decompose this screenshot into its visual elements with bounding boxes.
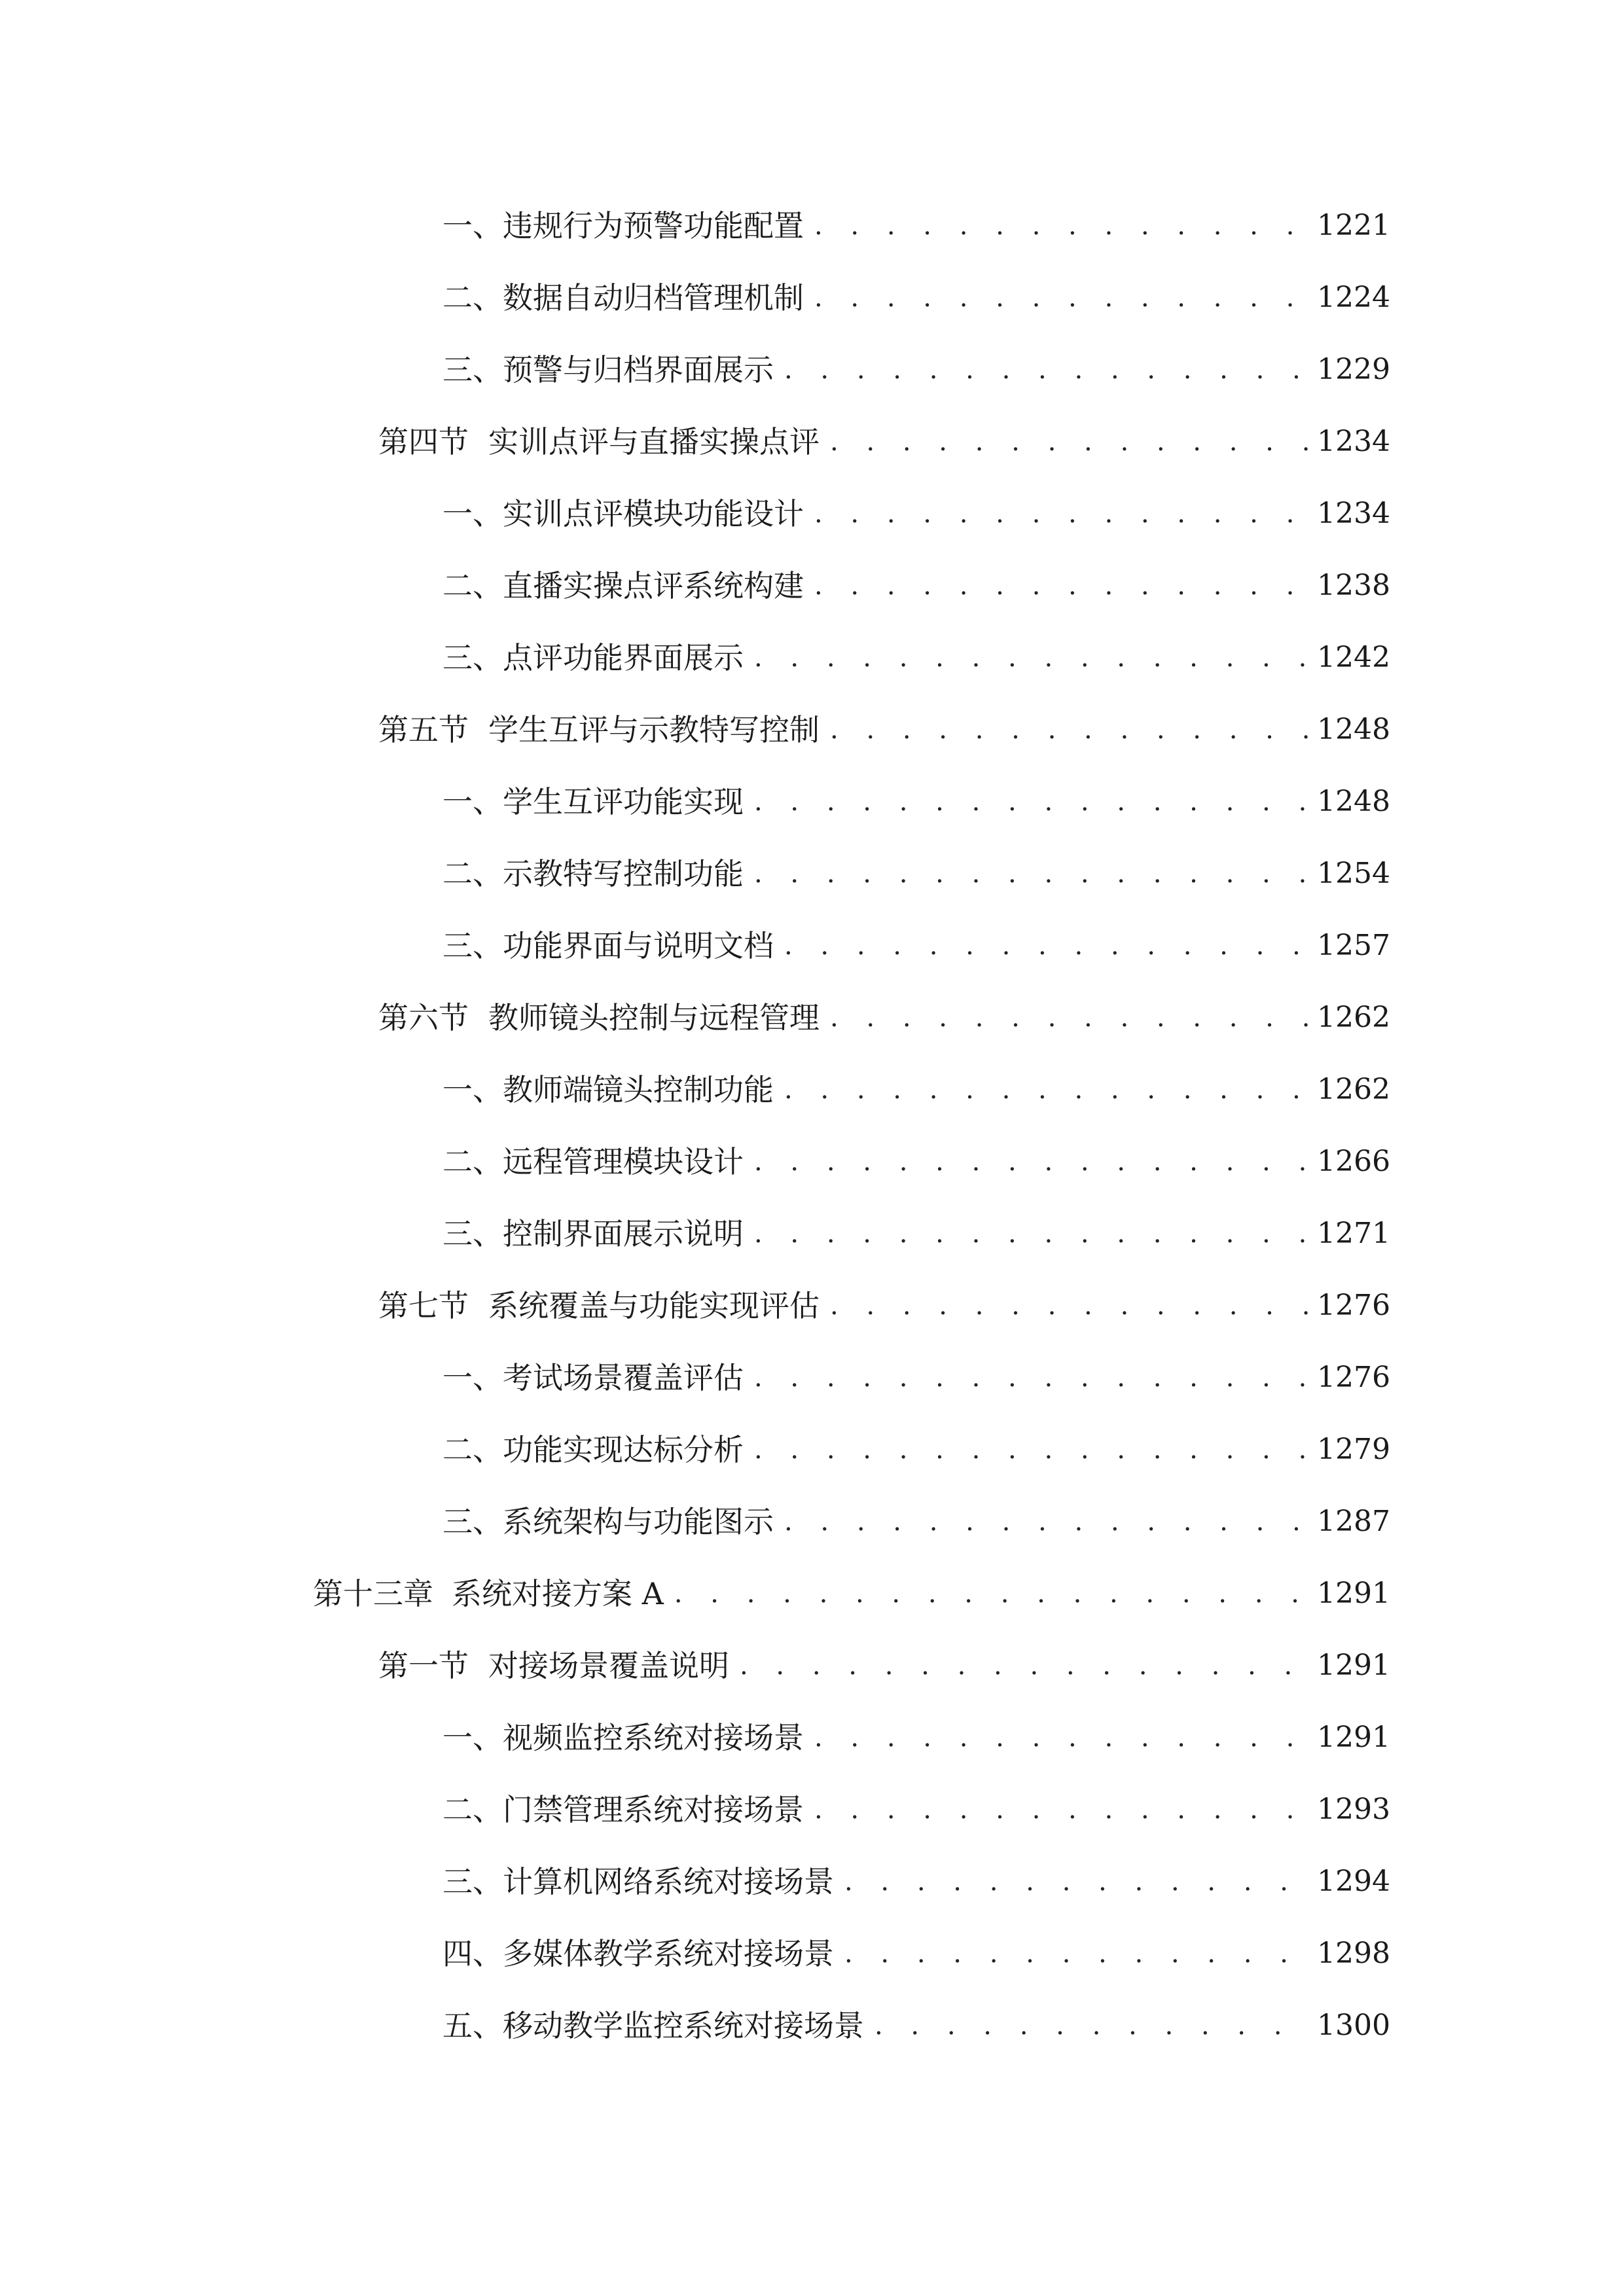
toc-dot-leader: [830, 710, 1308, 749]
toc-entry-number: 四、: [442, 1936, 503, 1971]
toc-entry-number: 三、: [442, 928, 503, 963]
toc-entry-page-number: 1300: [1317, 2009, 1390, 2042]
toc-entry-number: 一、: [442, 208, 503, 243]
toc-entry[interactable]: [0, 1486, 1624, 1558]
toc-entry-title: 教师端镜头控制功能: [503, 1072, 774, 1107]
toc-entry[interactable]: [0, 1270, 1624, 1342]
toc-entry-page-number: 1229: [1317, 353, 1390, 386]
toc-entry-row: [442, 334, 1624, 406]
toc-entry-page-number: 1279: [1317, 1433, 1390, 1466]
toc-entry-number: 三、: [442, 1216, 503, 1251]
toc-entry-row: [378, 1630, 1624, 1702]
toc-entry-row: [442, 1702, 1624, 1774]
toc-entry-page-number: 1291: [1317, 1577, 1390, 1610]
toc-entry[interactable]: [0, 766, 1624, 838]
toc-entry-title: 点评功能界面展示: [503, 640, 744, 675]
toc-dot-leader: [740, 1646, 1308, 1685]
toc-dot-leader: [844, 1862, 1308, 1901]
toc-entry-page-number: 1298: [1317, 1937, 1390, 1970]
toc-entry-number: 二、: [442, 856, 503, 891]
toc-entry-number: 第四节: [378, 424, 469, 459]
toc-dot-leader: [830, 1286, 1308, 1325]
toc-entry-page-number: 1262: [1317, 1001, 1390, 1034]
toc-entry-number: 二、: [442, 1432, 503, 1467]
toc-entry[interactable]: [0, 1630, 1624, 1702]
toc-entry[interactable]: [0, 334, 1624, 406]
toc-entry-row: [442, 262, 1624, 334]
toc-entry-page-number: 1266: [1317, 1145, 1390, 1178]
toc-entry-title: 功能界面与说明文档: [503, 928, 774, 963]
toc-entry-row: [442, 1846, 1624, 1918]
toc-dot-leader: [784, 350, 1308, 389]
toc-entry[interactable]: [0, 406, 1624, 478]
toc-entry-number: 一、: [442, 1072, 503, 1107]
toc-entry-row: [442, 550, 1624, 622]
toc-entry[interactable]: [0, 622, 1624, 694]
toc-entry[interactable]: [0, 478, 1624, 550]
toc-entry-number: 二、: [442, 568, 503, 603]
toc-dot-leader: [784, 1502, 1308, 1541]
toc-entry-row: [442, 190, 1624, 262]
toc-entry[interactable]: [0, 1846, 1624, 1918]
toc-dot-leader: [830, 998, 1308, 1037]
toc-entry-page-number: 1293: [1317, 1793, 1390, 1826]
toc-entry-row: [313, 1558, 1624, 1630]
toc-entry-row: [442, 1414, 1624, 1486]
toc-entry[interactable]: [0, 1054, 1624, 1126]
toc-entry-page-number: 1257: [1317, 929, 1390, 962]
toc-entry[interactable]: [0, 1414, 1624, 1486]
toc-entry-number: 二、: [442, 1792, 503, 1827]
toc-entry-number: 一、: [442, 1360, 503, 1395]
toc-entry-page-number: 1234: [1317, 497, 1390, 530]
toc-dot-leader: [754, 782, 1308, 821]
toc-entry-number: 三、: [442, 1864, 503, 1899]
toc-entry-row: [378, 406, 1624, 478]
toc-entry-row: [442, 478, 1624, 550]
toc-entry-title: 移动教学监控系统对接场景: [503, 2008, 864, 2043]
toc-entry-number: 三、: [442, 352, 503, 387]
toc-entry-title: 对接场景覆盖说明: [488, 1648, 729, 1683]
toc-entry-title: 远程管理模块设计: [503, 1144, 744, 1179]
toc-entry-title: 门禁管理系统对接场景: [503, 1792, 804, 1827]
toc-entry-page-number: 1242: [1317, 641, 1390, 674]
toc-entry-number: 三、: [442, 640, 503, 675]
toc-entry-page-number: 1254: [1317, 857, 1390, 890]
toc-entry-number: 第六节: [378, 1000, 469, 1035]
toc-entry-row: [442, 838, 1624, 910]
toc-dot-leader: [844, 1934, 1308, 1973]
toc-dot-leader: [814, 1790, 1308, 1829]
toc-entry[interactable]: [0, 1558, 1624, 1630]
toc-entry-row: [442, 1918, 1624, 1990]
toc-entry-row: [442, 622, 1624, 694]
toc-entry-page-number: 1291: [1317, 1721, 1390, 1754]
toc-entry-title: 预警与归档界面展示: [503, 352, 774, 387]
toc-entry-title: 示教特写控制功能: [503, 856, 744, 891]
toc-dot-leader: [754, 1430, 1308, 1469]
toc-dot-leader: [754, 1358, 1308, 1397]
toc-entry[interactable]: [0, 262, 1624, 334]
toc-entry[interactable]: [0, 1342, 1624, 1414]
toc-dot-leader: [814, 1718, 1308, 1757]
toc-dot-leader: [784, 926, 1308, 965]
toc-entry-page-number: 1238: [1317, 569, 1390, 602]
toc-entry-page-number: 1294: [1317, 1865, 1390, 1898]
toc-dot-leader: [784, 1070, 1308, 1109]
toc-entry[interactable]: [0, 1126, 1624, 1198]
toc-dot-leader: [754, 1214, 1308, 1253]
toc-entry-page-number: 1287: [1317, 1505, 1390, 1538]
toc-entry-title: 考试场景覆盖评估: [503, 1360, 744, 1395]
toc-entry-row: [442, 766, 1624, 838]
toc-entry-page-number: 1262: [1317, 1073, 1390, 1106]
toc-entry[interactable]: [0, 1774, 1624, 1846]
toc-entry-title: 功能实现达标分析: [503, 1432, 744, 1467]
toc-entry-number: 一、: [442, 784, 503, 819]
toc-entry-page-number: 1276: [1317, 1361, 1390, 1394]
toc-entry-title: 教师镜头控制与远程管理: [488, 1000, 820, 1035]
toc-entry-page-number: 1271: [1317, 1217, 1390, 1250]
toc-dot-leader: [674, 1574, 1308, 1613]
toc-dot-leader: [754, 1142, 1308, 1181]
toc-entry[interactable]: [0, 838, 1624, 910]
toc-dot-leader: [754, 638, 1308, 677]
toc-entry-page-number: 1224: [1317, 281, 1390, 314]
toc-entry-title: 控制界面展示说明: [503, 1216, 744, 1251]
toc-dot-leader: [814, 566, 1308, 605]
toc-dot-leader: [830, 422, 1308, 461]
toc-entry-title: 视频监控系统对接场景: [503, 1720, 804, 1755]
toc-entry[interactable]: [0, 1198, 1624, 1270]
toc-entry-title: 学生互评功能实现: [503, 784, 744, 819]
toc-entry-row: [442, 1990, 1624, 2062]
toc-entry-number: 第七节: [378, 1288, 469, 1323]
table-of-contents: [0, 190, 1624, 2062]
toc-entry-number: 一、: [442, 1720, 503, 1755]
toc-entry-page-number: 1248: [1317, 713, 1390, 746]
toc-entry-title: 数据自动归档管理机制: [503, 280, 804, 315]
toc-entry[interactable]: [0, 694, 1624, 766]
toc-entry-page-number: 1276: [1317, 1289, 1390, 1322]
toc-entry-title: 系统对接方案 A: [452, 1576, 664, 1611]
toc-entry-title: 系统架构与功能图示: [503, 1504, 774, 1539]
toc-entry-row: [442, 1774, 1624, 1846]
toc-entry-title: 多媒体教学系统对接场景: [503, 1936, 834, 1971]
toc-entry[interactable]: [0, 982, 1624, 1054]
toc-entry-page-number: 1221: [1317, 209, 1390, 242]
toc-entry-row: [442, 1198, 1624, 1270]
toc-entry-row: [442, 1342, 1624, 1414]
toc-entry[interactable]: [0, 1702, 1624, 1774]
toc-dot-leader: [814, 206, 1308, 245]
toc-entry[interactable]: [0, 1918, 1624, 1990]
toc-entry-title: 实训点评与直播实操点评: [488, 424, 820, 459]
toc-dot-leader: [754, 854, 1308, 893]
toc-entry-page-number: 1234: [1317, 425, 1390, 458]
toc-entry-row: [442, 1054, 1624, 1126]
toc-entry-row: [442, 1486, 1624, 1558]
toc-entry-number: 二、: [442, 1144, 503, 1179]
toc-dot-leader: [875, 2006, 1308, 2045]
toc-entry-title: 违规行为预警功能配置: [503, 208, 804, 243]
toc-entry-number: 第十三章: [313, 1576, 433, 1611]
toc-entry-number: 一、: [442, 496, 503, 531]
toc-entry-title: 系统覆盖与功能实现评估: [488, 1288, 820, 1323]
toc-entry-title: 实训点评模块功能设计: [503, 496, 804, 531]
toc-entry-title: 计算机网络系统对接场景: [503, 1864, 834, 1899]
toc-entry-number: 第一节: [378, 1648, 469, 1683]
toc-entry-row: [378, 694, 1624, 766]
toc-entry[interactable]: [0, 1990, 1624, 2062]
toc-entry[interactable]: [0, 190, 1624, 262]
toc-entry-row: [442, 910, 1624, 982]
toc-entry-number: 五、: [442, 2008, 503, 2043]
toc-entry-row: [442, 1126, 1624, 1198]
toc-entry-number: 三、: [442, 1504, 503, 1539]
toc-entry[interactable]: [0, 910, 1624, 982]
toc-entry-page-number: 1291: [1317, 1649, 1390, 1682]
toc-entry-page-number: 1248: [1317, 785, 1390, 818]
toc-entry[interactable]: [0, 550, 1624, 622]
toc-entry-number: 二、: [442, 280, 503, 315]
toc-dot-leader: [814, 278, 1308, 317]
toc-entry-row: [378, 982, 1624, 1054]
toc-entry-row: [378, 1270, 1624, 1342]
toc-entry-title: 学生互评与示教特写控制: [488, 712, 820, 747]
toc-entry-number: 第五节: [378, 712, 469, 747]
toc-entry-title: 直播实操点评系统构建: [503, 568, 804, 603]
toc-dot-leader: [814, 494, 1308, 533]
